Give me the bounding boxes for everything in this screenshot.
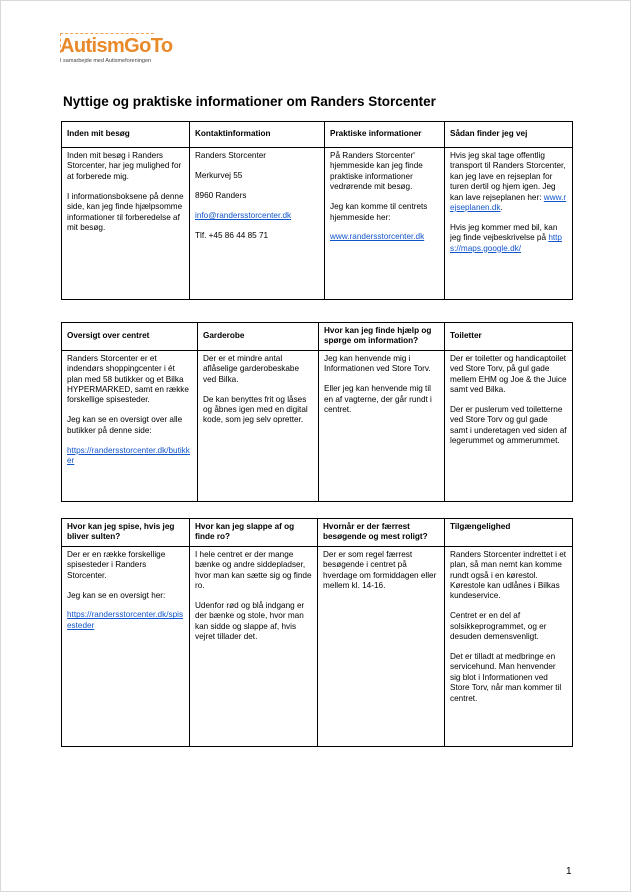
header-praktiske-informationer: Praktiske informationer	[325, 122, 445, 148]
paragraph: Udenfor rød og blå indgang er der bænke og stole, hvor man kan sidde og slappe af, hvis vejret tillader det.	[195, 600, 305, 642]
cell-spise	[62, 546, 190, 746]
google-maps-link[interactable]: https://maps.google.dk/	[450, 233, 562, 253]
table-row	[62, 148, 573, 300]
cell-praktiske-informationer	[325, 148, 445, 300]
paragraph: Jeg kan se en oversigt over alle butikker på denne side:	[67, 415, 183, 435]
website-link[interactable]: www.randersstorcenter.dk	[330, 232, 425, 242]
paragraph: Randers Storcenter er et indendørs shoppingcenter i ét plan med 58 butikker og et Bilka HYPERMARKED, samt en række forskellige spisesteder.	[67, 353, 189, 405]
cell-faerrest-besoegende	[318, 546, 445, 746]
paragraph: Der er toiletter og handicaptoilet ved Store Torv, på gul gade mellem EHM og Joe & the Juice samt ved Bilka.	[450, 353, 567, 395]
header-saadan-finder-jeg-vej: Sådan finder jeg vej	[445, 122, 573, 148]
paragraph: Der er som regel færrest besøgende i centret på hverdage om formiddagen eller mellem kl. 14-16.	[323, 549, 437, 591]
header-hjaelp-og-information: Hvor kan jeg finde hjælp og spørge om information?	[319, 323, 445, 351]
contact-city: 8960 Randers	[195, 190, 247, 200]
info-table-3	[61, 518, 573, 747]
page-title: Nyttige og praktiske informationer om Randers Storcenter	[63, 94, 436, 109]
paragraph: Hvis jeg kommer med bil, kan jeg finde vejbeskrivelse på	[450, 222, 558, 243]
cell-inden-mit-besoeg	[62, 148, 190, 300]
paragraph: Der er en række forskellige spisesteder i Randers Storcenter.	[67, 549, 166, 580]
paragraph: På Randers Storcenter' hjemmeside kan jeg finde praktiske informationer vedrørende mit besøg.	[330, 151, 423, 192]
info-table-2	[61, 322, 573, 502]
butikker-link[interactable]: https://randersstorcenter.dk/butikker	[67, 445, 190, 466]
page-number: 1	[566, 866, 572, 877]
cell-tilgaengelighed	[445, 546, 573, 746]
paragraph: Der er puslerum ved toiletterne ved Store Torv og gul gade samt i underetagen ved siden af legerummet og ammerummet.	[450, 404, 567, 446]
cell-saadan-finder-jeg-vej	[445, 148, 573, 300]
paragraph: Der er et mindre antal aflåselige garderobeskabe ved Bilka.	[203, 353, 300, 384]
header-kontaktinformation: Kontaktinformation	[190, 122, 325, 148]
contact-phone: Tlf. +45 86 44 85 71	[195, 230, 269, 240]
paragraph: Det er tilladt at medbringe en servicehund. Man henvender sig blot i Informationen ved Store Torv, når man kommer til centret.	[450, 652, 562, 703]
paragraph: Jeg kan se en oversigt her:	[67, 590, 166, 600]
paragraph: I informationsboksene på denne side, kan jeg finde hjælpsomme informationer til forberedelse af mit besøg.	[67, 191, 184, 232]
header-spise: Hvor kan jeg spise, hvis jeg bliver sulten?	[62, 519, 190, 547]
spisesteder-link[interactable]: https://randersstorcenter.dk/spisesteder	[67, 610, 184, 630]
rejseplanen-link[interactable]: www.rejseplanen.dk	[450, 192, 567, 213]
paragraph: Hvis jeg skal tage offentlig transport til Randers Storcenter, kan jeg lave en rejseplan for turen dertil og hjem igen. Jeg kan lave rejseplanen her:	[450, 151, 566, 202]
cell-oversigt-over-centret	[62, 350, 198, 501]
table-header-row	[62, 519, 573, 547]
cell-slappe-af	[190, 546, 318, 746]
cell-toiletter	[445, 350, 573, 501]
paragraph: Jeg kan komme til centrets hjemmeside her:	[330, 202, 428, 222]
header-tilgaengelighed: Tilgængelighed	[445, 519, 573, 547]
paragraph: De kan benyttes frit og låses og åbnes igen med en digital kode, som jeg selv opretter.	[203, 394, 308, 425]
header-slappe-af: Hvor kan jeg slappe af og finde ro?	[190, 519, 318, 547]
cell-kontaktinformation	[190, 148, 325, 300]
header-inden-mit-besoeg: Inden mit besøg	[62, 122, 190, 148]
paragraph: Inden mit besøg i Randers Storcenter, har jeg mulighed for at forberede mig.	[67, 151, 182, 181]
cell-hjaelp-og-information	[319, 350, 445, 501]
paragraph: Jeg kan henvende mig i Informationen ved Store Torv.	[324, 353, 431, 374]
paragraph: Eller jeg kan henvende mig til en af vagterne, der går rundt i centret.	[324, 384, 432, 414]
table-row	[62, 546, 573, 746]
paragraph: I hele centret er der mange bænke og andre siddepladser, hvor man kan sætte sig og finde ro.	[195, 549, 312, 591]
paragraph: Centret er en del af solsikkeprogrammet, og er desuden demensvenligt.	[450, 611, 547, 642]
header-faerrest-besoegende: Hvornår er der færrest besøgende og mest roligt?	[318, 519, 445, 547]
autismgoto-logo	[60, 31, 190, 67]
contact-name: Randers Storcenter	[195, 151, 266, 160]
email-link[interactable]: info@randersstorcenter.dk	[195, 210, 292, 220]
paragraph: Randers Storcenter indrettet i et plan, så man nemt kan komme rundt også i en kørestol. Kørestole kan udlånes i Bilkas kundeservice.	[450, 549, 567, 601]
cell-garderobe	[198, 350, 319, 501]
table-row	[62, 350, 573, 501]
header-toiletter: Toiletter	[445, 323, 573, 351]
logo-text: AutismGoTo	[60, 35, 173, 57]
table-header-row	[62, 323, 573, 351]
info-table-1	[61, 121, 573, 300]
link-suffix: .	[500, 203, 503, 213]
logo-subtitle: I samarbejde med Autismeforeningen	[60, 58, 152, 64]
header-garderobe: Garderobe	[198, 323, 319, 351]
contact-street: Merkurvej 55	[195, 170, 243, 180]
table-header-row	[62, 122, 573, 148]
header-oversigt-over-centret: Oversigt over centret	[62, 323, 198, 351]
